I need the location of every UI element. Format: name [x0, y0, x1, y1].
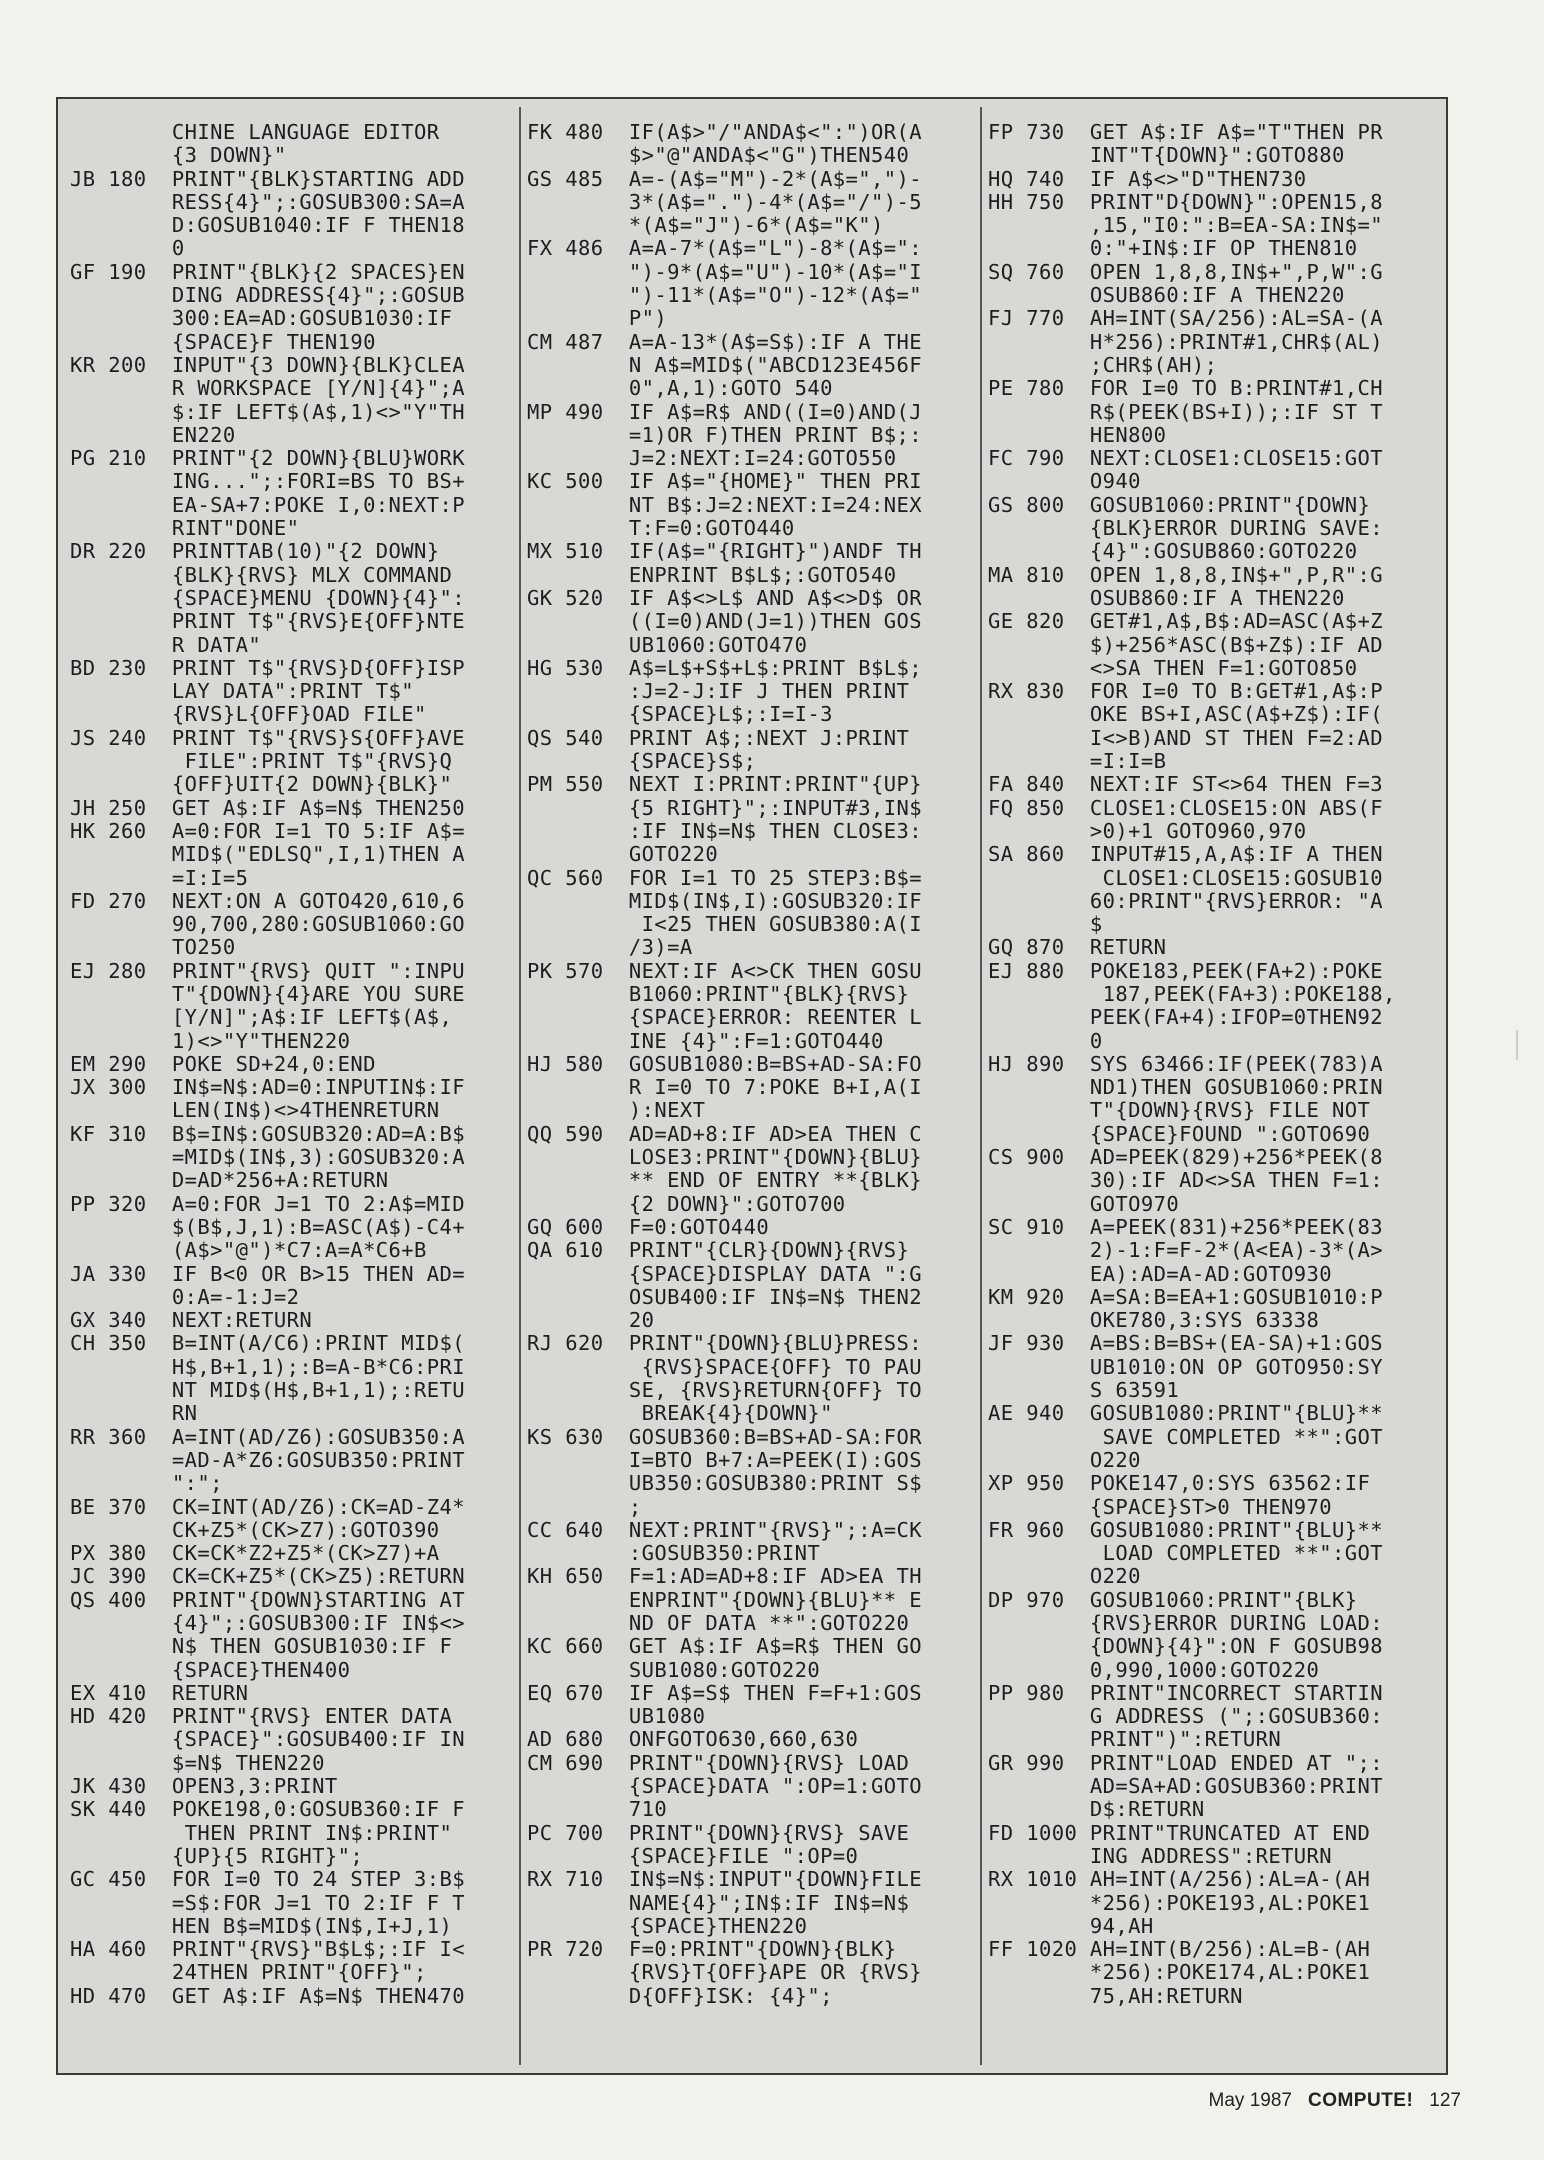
code-line: SC 910 A=PEEK(831)+256*PEEK(83	[988, 1214, 1384, 1239]
code-line: EA):AD=A-AD:GOTO930	[988, 1261, 1333, 1286]
code-line: OKE BS+I,ASC(A$+Z$):IF(	[988, 702, 1384, 727]
code-line: I<>B)AND ST THEN F=2:AD	[988, 725, 1384, 750]
code-line: N A$=MID$("ABCD123E456F	[527, 352, 923, 377]
code-line: ):NEXT	[527, 1098, 706, 1123]
code-line: OSUB860:IF A THEN220	[988, 585, 1345, 610]
code-line: 0	[988, 1028, 1103, 1053]
code-line: CM 487 A=A-13*(A$=S$):IF A THE	[527, 329, 923, 354]
code-line: BE 370 CK=INT(AD/Z6):CK=AD-Z4*	[70, 1494, 466, 1519]
code-line: CH 350 B=INT(A/C6):PRINT MID$(	[70, 1331, 466, 1356]
code-line: HD 420 PRINT"{RVS} ENTER DATA	[70, 1704, 453, 1729]
code-line: 3*(A$=".")-4*(A$="/")-5	[527, 189, 923, 214]
code-line: ":";	[70, 1471, 223, 1496]
code-line: R WORKSPACE [Y/N]{4}";A	[70, 376, 466, 401]
code-line: {5 RIGHT}";:INPUT#3,IN$	[527, 795, 923, 820]
code-line: $)+256*ASC(B$+Z$):IF AD	[988, 632, 1384, 657]
code-line: D=AD*256+A:RETURN	[70, 1168, 389, 1193]
code-line: GS 800 GOSUB1060:PRINT"{DOWN}	[988, 492, 1371, 517]
code-line: T:F=0:GOTO440	[527, 516, 795, 541]
code-line: FC 790 NEXT:CLOSE1:CLOSE15:GOT	[988, 446, 1384, 471]
code-line: ;	[527, 1494, 642, 1519]
code-line: H$,B+1,1);:B=A-B*C6:PRI	[70, 1354, 466, 1379]
code-line: AD 680 ONFGOTO630,660,630	[527, 1727, 859, 1752]
code-line: HK 260 A=0:FOR I=1 TO 5:IF A$=	[70, 818, 466, 843]
code-line: FD 270 NEXT:ON A GOTO420,610,6	[70, 888, 466, 913]
code-line: FILE":PRINT T$"{RVS}Q	[70, 749, 453, 774]
code-line: GK 520 IF A$<>L$ AND A$<>D$ OR	[527, 585, 923, 610]
code-line: MP 490 IF A$=R$ AND((I=0)AND(J	[527, 399, 923, 424]
code-line: ENPRINT B$L$;:GOTO540	[527, 562, 897, 587]
code-line: =MID$(IN$,3):GOSUB320:A	[70, 1145, 466, 1170]
code-line: HA 460 PRINT"{RVS}"B$L$;:IF I<	[70, 1937, 466, 1962]
code-line: /3)=A	[527, 935, 693, 960]
code-line: JS 240 PRINT T$"{RVS}S{OFF}AVE	[70, 725, 466, 750]
code-line: DING ADDRESS{4}";:GOSUB	[70, 283, 466, 308]
code-line: NAME{4}";IN$:IF IN$=N$	[527, 1890, 910, 1915]
code-line: PX 380 CK=CK*Z2+Z5*(CK>Z7)+A	[70, 1541, 440, 1566]
code-line: UB1060:GOTO470	[527, 632, 808, 657]
code-line: INT"T{DOWN}":GOTO880	[988, 143, 1345, 168]
code-line: N$ THEN GOSUB1030:IF F	[70, 1634, 453, 1659]
code-line: SQ 760 OPEN 1,8,8,IN$+",P,W":G	[988, 259, 1384, 284]
code-line: JA 330 IF B<0 OR B>15 THEN AD=	[70, 1261, 466, 1286]
code-line: GOTO970	[988, 1191, 1180, 1216]
code-line: *(A$="J")-6*(A$="K")	[527, 213, 884, 238]
code-line: {SPACE}":GOSUB400:IF IN	[70, 1727, 466, 1752]
code-line: D{OFF}ISK: {4}";	[527, 1983, 833, 2008]
code-line: KC 500 IF A$="{HOME}" THEN PRI	[527, 469, 923, 494]
code-line: QS 400 PRINT"{DOWN}STARTING AT	[70, 1587, 466, 1612]
code-line: ")-9*(A$="U")-10*(A$="I	[527, 259, 923, 284]
code-line: ,15,"I0:":B=EA-SA:IN$="	[988, 213, 1384, 238]
code-line: HD 470 GET A$:IF A$=N$ THEN470	[70, 1983, 466, 2008]
code-line: 24THEN PRINT"{OFF}";	[70, 1960, 427, 1985]
code-line: CC 640 NEXT:PRINT"{RVS}";:A=CK	[527, 1517, 923, 1542]
code-line: SAVE COMPLETED **":GOT	[988, 1424, 1384, 1449]
code-line: MID$("EDLSQ",I,1)THEN A	[70, 842, 466, 867]
code-line: {SPACE}THEN400	[70, 1657, 351, 1682]
code-line: :GOSUB350:PRINT	[527, 1541, 821, 1566]
code-line: R$(PEEK(BS+I));:IF ST T	[988, 399, 1384, 424]
code-line: JH 250 GET A$:IF A$=N$ THEN250	[70, 795, 466, 820]
code-line: JK 430 OPEN3,3:PRINT	[70, 1774, 338, 1799]
code-line: {RVS}ERROR DURING LOAD:	[988, 1611, 1384, 1635]
code-line: $=N$ THEN220	[70, 1750, 325, 1775]
code-line: {UP}{5 RIGHT}";	[70, 1843, 364, 1868]
code-line: CLOSE1:CLOSE15:GOSUB10	[988, 865, 1384, 890]
code-line: =I:I=B	[988, 749, 1167, 774]
code-line: {SPACE}FOUND ":GOTO690	[988, 1121, 1371, 1146]
code-line: EX 410 RETURN	[70, 1680, 249, 1705]
code-line: 0",A,1):GOTO 540	[527, 376, 833, 401]
code-line: FR 960 GOSUB1080:PRINT"{BLU}**	[988, 1517, 1384, 1542]
code-line: {RVS}SPACE{OFF} TO PAU	[527, 1354, 923, 1379]
code-line: MA 810 OPEN 1,8,8,IN$+",P,R":G	[988, 562, 1384, 587]
code-line: {3 DOWN}"	[70, 143, 287, 168]
code-line: KR 200 INPUT"{3 DOWN}{BLK}CLEA	[70, 352, 466, 377]
code-line: OKE780,3:SYS 63338	[988, 1308, 1320, 1333]
code-line: T"{DOWN}{RVS} FILE NOT	[988, 1098, 1371, 1123]
code-line: ING ADDRESS":RETURN	[988, 1843, 1333, 1868]
code-line: EN220	[70, 422, 236, 447]
code-line: EA-SA+7:POKE I,0:NEXT:P	[70, 492, 466, 517]
code-line: FP 730 GET A$:IF A$="T"THEN PR	[988, 120, 1384, 144]
code-line: FA 840 NEXT:IF ST<>64 THEN F=3	[988, 772, 1384, 797]
code-line: PRINT")":RETURN	[988, 1727, 1282, 1752]
code-line: ENPRINT"{DOWN}{BLU}** E	[527, 1587, 923, 1612]
code-line: :J=2-J:IF J THEN PRINT	[527, 679, 910, 704]
code-line: GS 485 A=-(A$="M")-2*(A$=",")-	[527, 166, 923, 191]
code-line: CHINE LANGUAGE EDITOR	[70, 120, 440, 144]
code-line: GF 190 PRINT"{BLK}{2 SPACES}EN	[70, 259, 466, 284]
code-line: ** END OF ENTRY **{BLK}	[527, 1168, 923, 1193]
code-line: {BLK}{RVS} MLX COMMAND	[70, 562, 453, 587]
code-line: 0	[70, 236, 185, 261]
code-line: FK 480 IF(A$>"/"ANDA$<":")OR(A	[527, 120, 923, 144]
code-line: GOTO220	[527, 842, 719, 867]
column-divider	[519, 107, 521, 2065]
code-line: PP 980 PRINT"INCORRECT STARTIN	[988, 1680, 1384, 1705]
code-line: KC 660 GET A$:IF A$=R$ THEN GO	[527, 1634, 923, 1659]
code-line: RN	[70, 1401, 198, 1426]
code-line: EJ 280 PRINT"{RVS} QUIT ":INPU	[70, 958, 466, 983]
code-line: THEN PRINT IN$:PRINT"	[70, 1820, 453, 1845]
code-line: =1)OR F)THEN PRINT B$;:	[527, 422, 923, 447]
code-line: SE, {RVS}RETURN{OFF} TO	[527, 1378, 923, 1403]
code-line: T"{DOWN}{4}ARE YOU SURE	[70, 981, 466, 1006]
code-line: LOAD COMPLETED **":GOT	[988, 1541, 1384, 1566]
code-line: EJ 880 POKE183,PEEK(FA+2):POKE	[988, 958, 1384, 983]
code-line: QS 540 PRINT A$;:NEXT J:PRINT	[527, 725, 910, 750]
code-line: B1060:PRINT"{BLK}{RVS}	[527, 981, 910, 1006]
code-line: 90,700,280:GOSUB1060:GO	[70, 912, 466, 937]
code-line: QA 610 PRINT"{CLR}{DOWN}{RVS}	[527, 1238, 910, 1263]
code-line: UB1010:ON OP GOTO950:SY	[988, 1354, 1384, 1379]
code-line: PEEK(FA+4):IFOP=0THEN92	[988, 1005, 1384, 1030]
code-line: H*256):PRINT#1,CHR$(AL)	[988, 329, 1384, 354]
code-line: FF 1020 AH=INT(B/256):AL=B-(AH	[988, 1937, 1371, 1962]
code-line: FQ 850 CLOSE1:CLOSE15:ON ABS(F	[988, 795, 1384, 820]
code-line: JB 180 PRINT"{BLK}STARTING ADD	[70, 166, 466, 191]
code-line: AD=SA+AD:GOSUB360:PRINT	[988, 1774, 1384, 1799]
code-line: RX 1010 AH=INT(A/256):AL=A-(AH	[988, 1867, 1371, 1892]
code-line: NT MID$(H$,B+1,1);:RETU	[70, 1378, 466, 1403]
issue-date: May 1987	[1208, 2090, 1292, 2111]
page-number: 127	[1429, 2090, 1461, 2111]
code-line: HEN800	[988, 422, 1167, 447]
code-line: FJ 770 AH=INT(SA/256):AL=SA-(A	[988, 306, 1384, 331]
code-line: XP 950 POKE147,0:SYS 63562:IF	[988, 1471, 1371, 1496]
code-line: ")-11*(A$="O")-12*(A$="	[527, 283, 923, 308]
code-line: {OFF}UIT{2 DOWN}{BLK}"	[70, 772, 453, 797]
code-line: INE {4}":F=1:GOTO440	[527, 1028, 884, 1053]
code-line: PG 210 PRINT"{2 DOWN}{BLU}WORK	[70, 446, 466, 471]
code-line: {SPACE}ERROR: REENTER L	[527, 1005, 923, 1030]
code-line: DP 970 GOSUB1060:PRINT"{BLK}	[988, 1587, 1358, 1612]
code-line: RINT"DONE"	[70, 516, 300, 541]
code-line: HQ 740 IF A$<>"D"THEN730	[988, 166, 1307, 191]
code-line: KS 630 GOSUB360:B=BS+AD-SA:FOR	[527, 1424, 923, 1449]
code-line: I=BTO B+7:A=PEEK(I):GOS	[527, 1447, 923, 1472]
code-line: *256):POKE174,AL:POKE1	[988, 1960, 1371, 1985]
code-line: 60:PRINT"{RVS}ERROR: "A	[988, 888, 1384, 913]
code-line: =I:I=5	[70, 865, 249, 890]
code-line: 2)-1:F=F-2*(A<EA)-3*(A>	[988, 1238, 1384, 1263]
column-divider	[980, 107, 982, 2065]
listing-column-3	[988, 121, 1396, 2008]
code-line: {SPACE}DISPLAY DATA ":G	[527, 1261, 923, 1286]
code-line: GC 450 FOR I=0 TO 24 STEP 3:B$	[70, 1867, 466, 1892]
code-line: $	[988, 912, 1103, 937]
code-line: AE 940 GOSUB1080:PRINT"{BLU}**	[988, 1401, 1384, 1426]
code-line: =AD-A*Z6:GOSUB350:PRINT	[70, 1447, 466, 1472]
code-line: LAY DATA":PRINT T$"	[70, 679, 415, 704]
code-line: R DATA"	[70, 632, 262, 657]
code-line: RESS{4}";:GOSUB300:SA=A	[70, 189, 466, 214]
code-line: UB350:GOSUB380:PRINT S$	[527, 1471, 923, 1496]
code-line: SA 860 INPUT#15,A,A$:IF A THEN	[988, 842, 1384, 867]
code-line: {DOWN}{4}":ON F GOSUB98	[988, 1634, 1384, 1659]
code-line: FX 486 A=A-7*(A$="L")-8*(A$=":	[527, 236, 923, 261]
code-line: CM 690 PRINT"{DOWN}{RVS} LOAD	[527, 1750, 910, 1775]
code-line: LEN(IN$)<>4THENRETURN	[70, 1098, 440, 1123]
code-line: ND1)THEN GOSUB1060:PRIN	[988, 1075, 1384, 1100]
code-line: CS 900 AD=PEEK(829)+256*PEEK(8	[988, 1145, 1384, 1170]
code-line: KF 310 B$=IN$:GOSUB320:AD=A:B$	[70, 1121, 466, 1146]
code-line: 75,AH:RETURN	[988, 1983, 1243, 2008]
code-line: EM 290 POKE SD+24,0:END	[70, 1051, 376, 1076]
code-line: O220	[988, 1447, 1141, 1472]
code-line: 0:A=-1:J=2	[70, 1284, 300, 1309]
code-line: {SPACE}L$;:I=I-3	[527, 702, 833, 727]
code-line: {2 DOWN}":GOTO700	[527, 1191, 846, 1216]
code-line: $>"@"ANDA$<"G")THEN540	[527, 143, 910, 168]
code-line: {4}":GOSUB860:GOTO220	[988, 539, 1358, 564]
code-line: 20	[527, 1308, 655, 1333]
code-line: D:GOSUB1040:IF F THEN18	[70, 213, 466, 238]
code-line: KH 650 F=1:AD=AD+8:IF AD>EA TH	[527, 1564, 923, 1589]
code-line: 94,AH	[988, 1913, 1154, 1938]
code-line: *256):POKE193,AL:POKE1	[988, 1890, 1371, 1915]
code-line: O220	[988, 1564, 1141, 1589]
code-line: ING...";:FORI=BS TO BS+	[70, 469, 466, 494]
code-line: GQ 600 F=0:GOTO440	[527, 1214, 770, 1239]
code-line: >0)+1 GOTO960,970	[988, 818, 1307, 843]
code-line: QQ 590 AD=AD+8:IF AD>EA THEN C	[527, 1121, 923, 1146]
page-footer	[1209, 2090, 1461, 2112]
code-line: $:IF LEFT$(A$,1)<>"Y"TH	[70, 399, 466, 424]
code-line: UB1080	[527, 1704, 706, 1729]
code-line: P")	[527, 306, 668, 331]
code-line: HJ 580 GOSUB1080:B=BS+AD-SA:FO	[527, 1051, 923, 1076]
code-line: KM 920 A=SA:B=EA+1:GOSUB1010:P	[988, 1284, 1384, 1309]
code-line: HH 750 PRINT"D{DOWN}":OPEN15,8	[988, 189, 1384, 214]
code-line: PR 720 F=0:PRINT"{DOWN}{BLK}	[527, 1937, 897, 1962]
code-line: RX 710 IN$=N$:INPUT"{DOWN}FILE	[527, 1867, 923, 1892]
code-line: G ADDRESS (";:GOSUB360:	[988, 1704, 1384, 1729]
code-line: CK+Z5*(CK>Z7):GOTO390	[70, 1517, 440, 1542]
code-line: {SPACE}MENU {DOWN}{4}":	[70, 585, 466, 610]
code-line: {SPACE}DATA ":OP=1:GOTO	[527, 1774, 923, 1799]
code-line: 0,990,1000:GOTO220	[988, 1657, 1320, 1682]
code-line: MX 510 IF(A$="{RIGHT}")ANDF TH	[527, 539, 923, 564]
code-line: {SPACE}THEN220	[527, 1913, 808, 1938]
code-line: RX 830 FOR I=0 TO B:GET#1,A$:P	[988, 679, 1384, 704]
code-line: 300:EA=AD:GOSUB1030:IF	[70, 306, 453, 331]
code-line: {4}";:GOSUB300:IF IN$<>	[70, 1611, 466, 1635]
code-line: JC 390 CK=CK+Z5*(CK>Z5):RETURN	[70, 1564, 466, 1589]
page-edge-mark	[1516, 1030, 1526, 1060]
code-line: HEN B$=MID$(IN$,I+J,1)	[70, 1913, 453, 1938]
code-line: :IF IN$=N$ THEN CLOSE3:	[527, 818, 923, 843]
code-line: BREAK{4}{DOWN}"	[527, 1401, 833, 1426]
code-line: {RVS}L{OFF}OAD FILE"	[70, 702, 427, 727]
code-line: {SPACE}ST>0 THEN970	[988, 1494, 1333, 1519]
listing-column-2	[527, 121, 922, 2008]
code-line: 0:"+IN$:IF OP THEN810	[988, 236, 1358, 261]
code-line: D$:RETURN	[988, 1797, 1205, 1822]
code-line: S 63591	[988, 1378, 1180, 1403]
code-line: 710	[527, 1797, 668, 1822]
code-line: OSUB400:IF IN$=N$ THEN2	[527, 1284, 923, 1309]
code-line: RR 360 A=INT(AD/Z6):GOSUB350:A	[70, 1424, 466, 1449]
code-line: ND OF DATA **":GOTO220	[527, 1611, 910, 1635]
code-line: ;CHR$(AH);	[988, 352, 1218, 377]
code-line: TO250	[70, 935, 236, 960]
code-line: QC 560 FOR I=1 TO 25 STEP3:B$=	[527, 865, 923, 890]
code-line: FD 1000 PRINT"TRUNCATED AT END	[988, 1820, 1371, 1845]
code-line: $(B$,J,1):B=ASC(A$)-C4+	[70, 1214, 466, 1239]
code-line: PC 700 PRINT"{DOWN}{RVS} SAVE	[527, 1820, 910, 1845]
code-line: <>SA THEN F=1:GOTO850	[988, 655, 1358, 680]
code-line: {BLK}ERROR DURING SAVE:	[988, 516, 1384, 541]
code-line: HG 530 A$=L$+S$+L$:PRINT B$L$;	[527, 655, 923, 680]
code-line: {SPACE}S$;	[527, 749, 757, 774]
code-line: (A$>"@")*C7:A=A*C6+B	[70, 1238, 427, 1263]
code-line: {RVS}T{OFF}APE OR {RVS}	[527, 1960, 923, 1985]
code-line: EQ 670 IF A$=S$ THEN F=F+1:GOS	[527, 1680, 923, 1705]
code-line: PE 780 FOR I=0 TO B:PRINT#1,CH	[988, 376, 1384, 401]
code-line: HJ 890 SYS 63466:IF(PEEK(783)A	[988, 1051, 1384, 1076]
code-line: {SPACE}F THEN190	[70, 329, 376, 354]
code-line: =S$:FOR J=1 TO 2:IF F T	[70, 1890, 466, 1915]
code-line: O940	[988, 469, 1141, 494]
code-line: NT B$:J=2:NEXT:I=24:NEX	[527, 492, 923, 517]
code-line: PRINT T$"{RVS}E{OFF}NTE	[70, 609, 466, 634]
code-line: ((I=0)AND(J=1))THEN GOS	[527, 609, 923, 634]
code-line: DR 220 PRINTTAB(10)"{2 DOWN}	[70, 539, 440, 564]
code-line: GX 340 NEXT:RETURN	[70, 1308, 313, 1333]
code-line: JX 300 IN$=N$:AD=0:INPUTIN$:IF	[70, 1075, 466, 1100]
code-line: J=2:NEXT:I=24:GOTO550	[527, 446, 897, 471]
magazine-name: COMPUTE!	[1307, 2090, 1414, 2111]
code-line: 187,PEEK(FA+3):POKE188,	[988, 981, 1396, 1006]
code-line: GE 820 GET#1,A$,B$:AD=ASC(A$+Z	[988, 609, 1384, 634]
code-line: 1)<>"Y"THEN220	[70, 1028, 351, 1053]
code-line: [Y/N]";A$:IF LEFT$(A$,	[70, 1005, 453, 1030]
code-line: SK 440 POKE198,0:GOSUB360:IF F	[70, 1797, 466, 1822]
code-line: LOSE3:PRINT"{DOWN}{BLU}	[527, 1145, 923, 1170]
code-line: I<25 THEN GOSUB380:A(I	[527, 912, 923, 937]
code-line: OSUB860:IF A THEN220	[988, 283, 1345, 308]
code-line: 30):IF AD<>SA THEN F=1:	[988, 1168, 1384, 1193]
code-line: SUB1080:GOTO220	[527, 1657, 821, 1682]
code-line: JF 930 A=BS:B=BS+(EA-SA)+1:GOS	[988, 1331, 1384, 1356]
code-line: GQ 870 RETURN	[988, 935, 1167, 960]
code-line: MID$(IN$,I):GOSUB320:IF	[527, 888, 923, 913]
code-line: PP 320 A=0:FOR J=1 TO 2:A$=MID	[70, 1191, 466, 1216]
code-line: PK 570 NEXT:IF A<>CK THEN GOSU	[527, 958, 923, 983]
code-line: PM 550 NEXT I:PRINT:PRINT"{UP}	[527, 772, 923, 797]
listing-column-1	[70, 121, 465, 2008]
code-line: RJ 620 PRINT"{DOWN}{BLU}PRESS:	[527, 1331, 923, 1356]
code-line: BD 230 PRINT T$"{RVS}D{OFF}ISP	[70, 655, 466, 680]
program-listing	[56, 97, 1448, 2075]
code-line: R I=0 TO 7:POKE B+I,A(I	[527, 1075, 923, 1100]
code-line: {SPACE}FILE ":OP=0	[527, 1843, 859, 1868]
code-line: GR 990 PRINT"LOAD ENDED AT ";:	[988, 1750, 1384, 1775]
